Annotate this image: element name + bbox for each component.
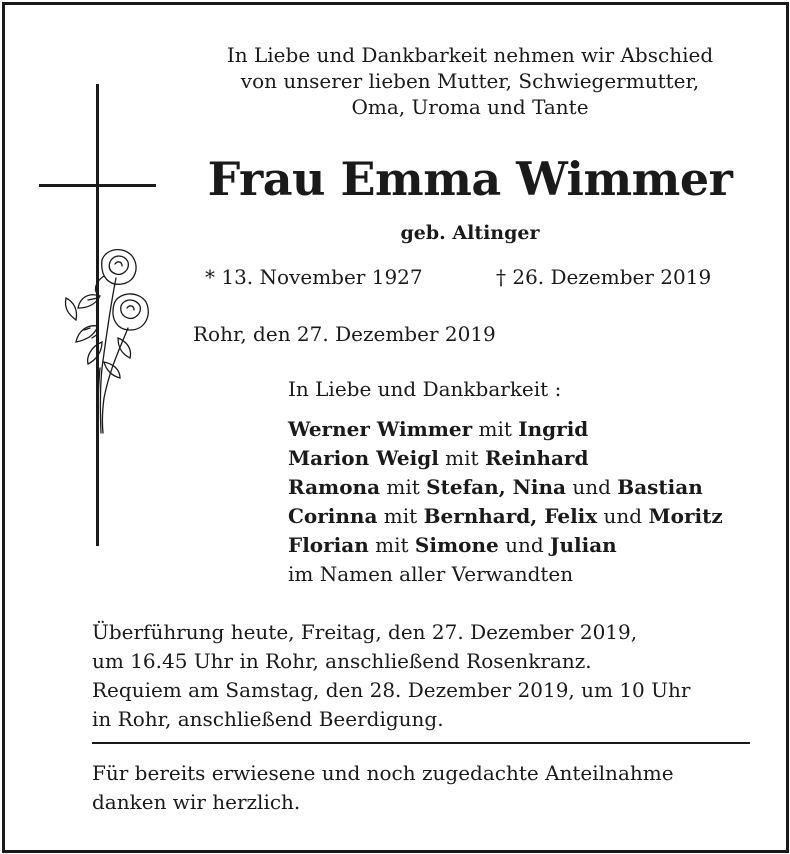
funeral-line-1: Überführung heute, Freitag, den 27. Dezember 2019, (92, 620, 638, 644)
roses-illustration (58, 238, 158, 438)
family-row: Corinna mit Bernhard, Felix und Moritz (288, 504, 723, 528)
family-row: Marion Weigl mit Reinhard (288, 446, 589, 470)
death-date: † 26. Dezember 2019 (496, 265, 712, 289)
intro-text (190, 42, 750, 120)
place-and-date: Rohr, den 27. Dezember 2019 (193, 322, 496, 346)
intro-line-3: Oma, Uroma und Tante (351, 95, 589, 119)
closing-line-1: Für bereits erwiesene und noch zugedachte Anteilnahme (92, 761, 674, 785)
birth-date: * 13. November 1927 (205, 265, 423, 289)
deceased-name: Frau Emma Wimmer (207, 152, 733, 206)
closing-line-2: danken wir herzlich. (92, 790, 301, 814)
family-row: Florian mit Simone und Julian (288, 533, 617, 557)
intro-line-2: von unserer lieben Mutter, Schwiegermutter, (240, 69, 700, 93)
funeral-line-2: um 16.45 Uhr in Rohr, anschließend Rosenkranz. (92, 649, 592, 673)
funeral-line-3: Requiem am Samstag, den 28. Dezember 2019, um 10 Uhr (92, 678, 691, 702)
funeral-line-4: in Rohr, anschließend Beerdigung. (92, 707, 444, 731)
divider-line (92, 742, 750, 744)
family-row: Werner Wimmer mit Ingrid (288, 417, 589, 441)
maiden-name: geb. Altinger (400, 222, 540, 244)
cross-horizontal-beam (39, 184, 156, 187)
intro-line-1: In Liebe und Dankbarkeit nehmen wir Abschied (226, 43, 714, 67)
family-row: Ramona mit Stefan, Nina und Bastian (288, 475, 703, 499)
family-list (288, 415, 723, 589)
closing-thanks (92, 759, 752, 817)
funeral-details (92, 618, 752, 734)
family-row: im Namen aller Verwandten (288, 562, 574, 586)
thanks-heading: In Liebe und Dankbarkeit : (288, 377, 562, 401)
